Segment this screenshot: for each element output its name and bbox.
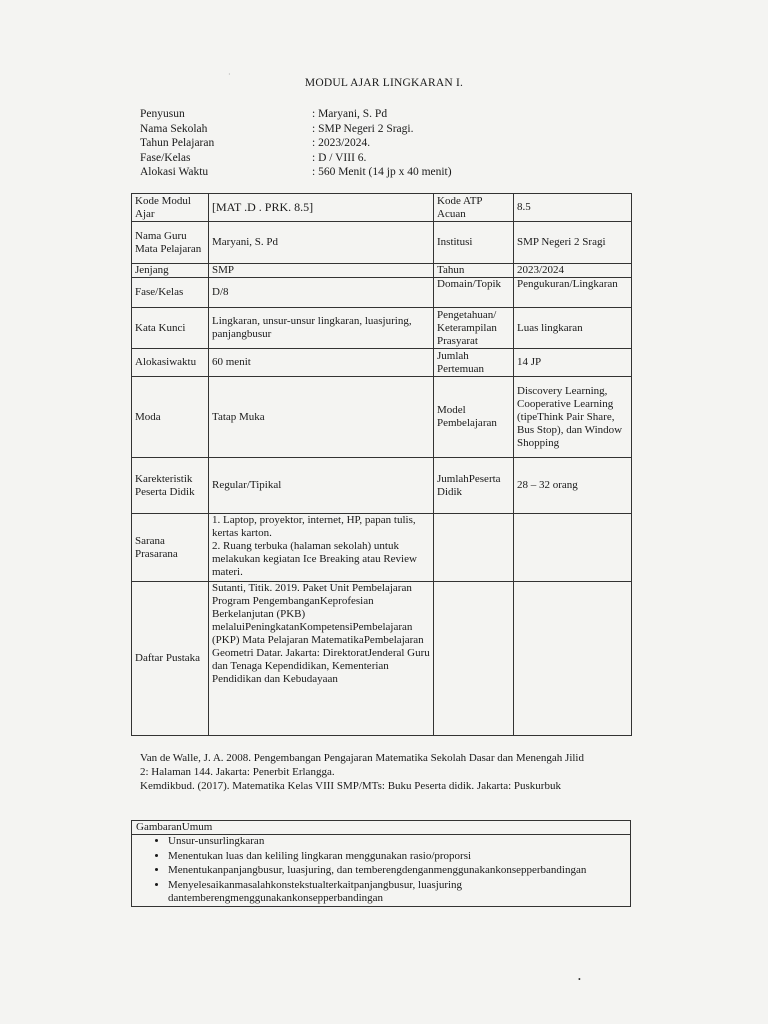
table-cell: Luas lingkaran <box>514 308 632 349</box>
info-value: : 2023/2024. <box>312 137 371 150</box>
sarana-item: 1. Laptop, proyektor, internet, HP, papan tulis, kertas karton. <box>212 514 416 539</box>
list-item: • Menentukanpanjangbusur, luasjuring, dan temberengdenganmenggunakankonsepperbandingan <box>168 864 626 877</box>
table-cell <box>209 514 434 582</box>
table-cell: 8.5 <box>514 194 632 222</box>
table-cell: Sarana Prasarana <box>132 514 209 582</box>
reference-item: Kemdikbud. (2017). Matematika Kelas VIII SMP/MTs: Buku Peserta didik. Jakarta: Puskurbuk <box>140 780 561 792</box>
info-row-penyusun <box>140 107 452 122</box>
table-cell: Karekteristik Peserta Didik <box>132 458 209 514</box>
table-cell: D/8 <box>209 278 434 308</box>
info-row-sekolah <box>140 122 452 137</box>
table-row <box>132 582 632 736</box>
table-row <box>132 458 632 514</box>
list-item: • Unsur-unsurlingkaran <box>168 835 626 848</box>
info-value: : SMP Negeri 2 Sragi. <box>312 122 414 135</box>
table-cell: Jumlah Pertemuan <box>434 349 514 377</box>
table-cell: SMP Negeri 2 Sragi <box>514 222 632 264</box>
table-cell: Jenjang <box>132 264 209 278</box>
info-value: : D / VIII 6. <box>312 151 367 164</box>
table-row <box>132 278 632 308</box>
table-row <box>132 308 632 349</box>
list-item: • Menyelesaikanmasalahkonstekstualterkaitpanjangbusur, luasjuring dantemberengmenggunakankonsepperbandingan <box>168 879 626 906</box>
info-label: Fase/Kelas <box>140 151 191 164</box>
info-label: Tahun Pelajaran <box>140 137 215 150</box>
table-cell: Tatap Muka <box>209 377 434 458</box>
info-value: : 560 Menit (14 jp x 40 menit) <box>312 166 452 179</box>
sarana-item: 2. Ruang terbuka (halaman sekolah) untuk melakukan kegiatan Ice Breaking atau Review materi. <box>212 540 417 578</box>
table-cell: Model Pembelajaran <box>434 377 514 458</box>
info-label: Alokasi Waktu <box>140 166 209 179</box>
identity-block <box>140 107 452 180</box>
table-cell: Kode ATP Acuan <box>434 194 514 222</box>
gambaran-umum-table <box>131 820 631 907</box>
scan-speck: • <box>578 975 581 984</box>
table-cell: Kata Kunci <box>132 308 209 349</box>
table-cell: Tahun <box>434 264 514 278</box>
gambaran-list <box>136 835 626 905</box>
references <box>140 751 590 793</box>
table-cell: Daftar Pustaka <box>132 582 209 736</box>
info-row-alokasi <box>140 165 452 180</box>
table-cell: Discovery Learning, Cooperative Learning (tipeThink Pair Share, Bus Stop), dan Window Shopping <box>514 377 632 458</box>
table-row <box>132 821 631 835</box>
table-cell: Domain/Topik <box>434 278 514 308</box>
table-cell: Kode Modul Ajar <box>132 194 209 222</box>
table-cell: 14 JP <box>514 349 632 377</box>
table-cell: Institusi <box>434 222 514 264</box>
info-row-fase <box>140 151 452 166</box>
table-row <box>132 514 632 582</box>
table-cell: Pengetahuan/ Keterampilan Prasyarat <box>434 308 514 349</box>
info-label: Nama Sekolah <box>140 122 208 135</box>
info-value: : Maryani, S. Pd <box>312 108 388 120</box>
table-cell: Alokasiwaktu <box>132 349 209 377</box>
table-cell: Lingkaran, unsur-unsur lingkaran, luasjuring, panjangbusur <box>209 308 434 349</box>
table-cell: 60 menit <box>209 349 434 377</box>
info-row-tahun <box>140 136 452 151</box>
table-cell: Maryani, S. Pd <box>209 222 434 264</box>
table-row <box>132 264 632 278</box>
table-cell: [MAT .D . PRK. 8.5] <box>209 194 434 222</box>
table-cell: 2023/2024 <box>514 264 632 278</box>
table-cell: Pengukuran/Lingkaran <box>514 278 632 308</box>
reference-item: Van de Walle, J. A. 2008. Pengembangan Pengajaran Matematika Sekolah Dasar dan Menengah Jilid 2: Halaman 144. Jakarta: Penerbit Erlangga. <box>140 752 584 778</box>
table-cell: 28 – 32 orang <box>514 458 632 514</box>
table-cell: SMP <box>209 264 434 278</box>
table-row <box>132 349 632 377</box>
table-cell: Sutanti, Titik. 2019. Paket Unit Pembelajaran Program PengembanganKeprofesian Berkelanjutan (PKB) melaluiPeningkatanKompetensiPembelajaran (PKP) Mata Pelajaran MatematikaPembelajaran Geometri Datar. Jakarta: DirektoratJenderal Guru dan Tenaga Kependidikan, Kementerian Pendidikan dan Kebudayaan <box>209 582 434 736</box>
table-cell <box>434 514 514 582</box>
info-label: Penyusun <box>140 108 185 120</box>
table-cell: Nama Guru Mata Pelajaran <box>132 222 209 264</box>
table-cell <box>434 582 514 736</box>
table-row <box>132 194 632 222</box>
table-cell: JumlahPeserta Didik <box>434 458 514 514</box>
module-info-table <box>131 193 632 736</box>
table-cell <box>514 514 632 582</box>
gambaran-header: GambaranUmum <box>132 821 631 835</box>
list-item: • Menentukan luas dan keliling lingkaran menggunakan rasio/proporsi <box>168 850 626 863</box>
table-cell: Regular/Tipikal <box>209 458 434 514</box>
table-cell: Fase/Kelas <box>132 278 209 308</box>
gambaran-body <box>132 835 631 907</box>
table-cell <box>514 582 632 736</box>
scan-speck: · <box>228 70 231 79</box>
document-title: MODUL AJAR LINGKARAN I. <box>304 77 464 89</box>
table-row <box>132 377 632 458</box>
table-row <box>132 222 632 264</box>
table-row <box>132 835 631 907</box>
table-cell: Moda <box>132 377 209 458</box>
